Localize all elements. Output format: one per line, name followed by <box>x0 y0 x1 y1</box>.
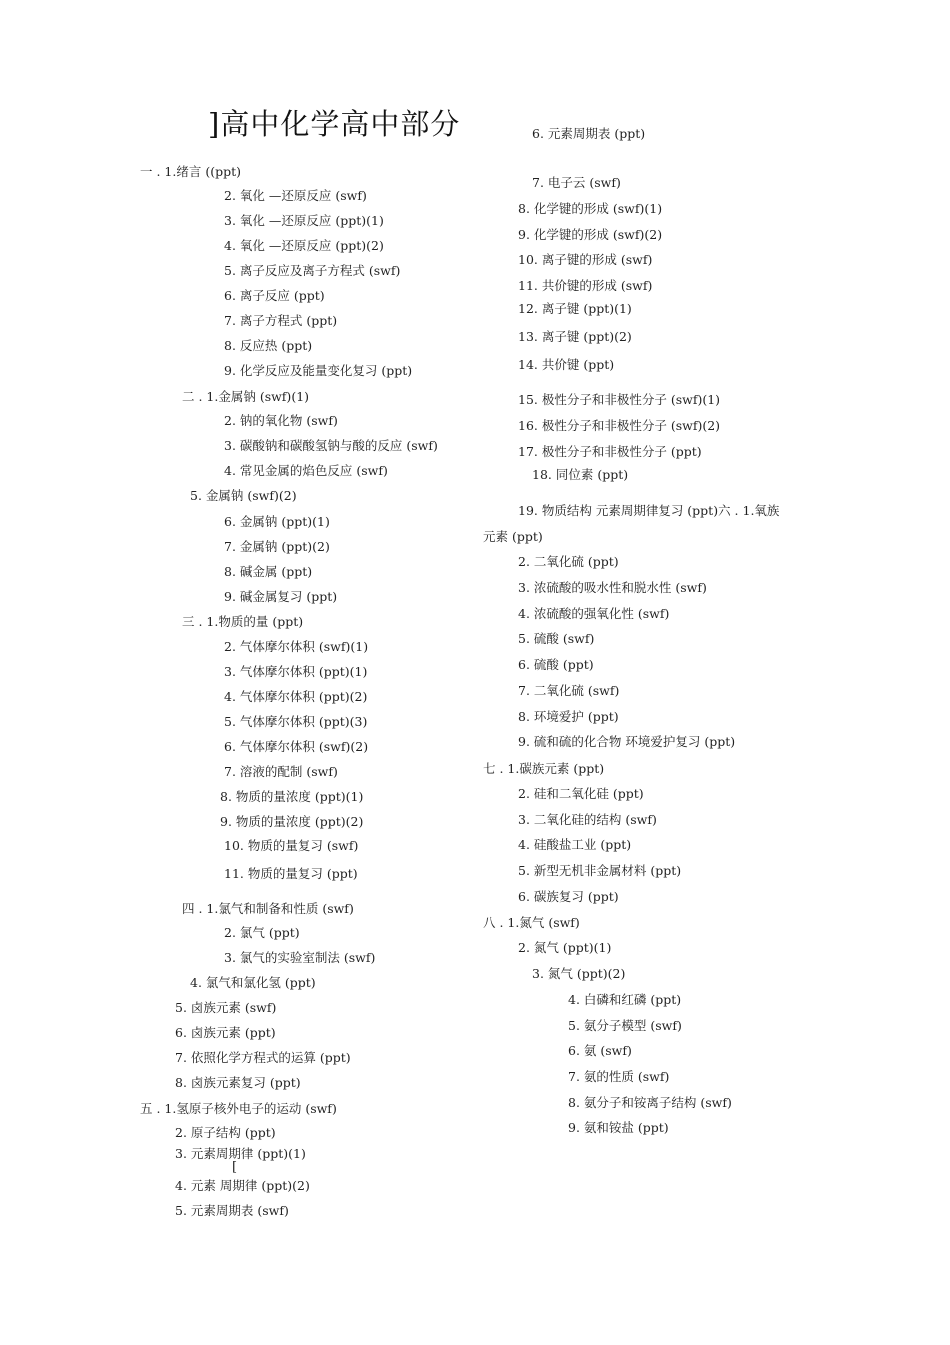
toc-entry: 5. 气体摩尔体积 (ppt)(3) <box>224 714 368 729</box>
toc-entry: 7. 二氧化硫 (swf) <box>518 683 620 698</box>
toc-entry: 四 . 1.氯气和制备和性质 (swf) <box>182 901 354 916</box>
toc-entry: 2. 氯气 (ppt) <box>224 925 300 940</box>
toc-entry: 12. 离子键 (ppt)(1) <box>518 301 632 316</box>
toc-entry: 9. 物质的量浓度 (ppt)(2) <box>220 814 364 829</box>
toc-entry: 7. 氨的性质 (swf) <box>568 1069 670 1084</box>
toc-entry: 8. 碱金属 (ppt) <box>224 564 313 579</box>
toc-entry: 2. 氮气 (ppt)(1) <box>518 940 612 955</box>
toc-entry: 4. 元素 周期律 (ppt)(2) <box>175 1178 310 1193</box>
toc-entry: 6. 离子反应 (ppt) <box>224 288 325 303</box>
toc-entry: 6. 碳族复习 (ppt) <box>518 889 619 904</box>
toc-entry: 18. 同位素 (ppt) <box>532 467 629 482</box>
toc-entry: 8. 卤族元素复习 (ppt) <box>175 1075 301 1090</box>
toc-entry: 7. 依照化学方程式的运算 (ppt) <box>175 1050 351 1065</box>
toc-entry: 9. 硫和硫的化合物 环境爱护复习 (ppt) <box>518 734 736 749</box>
toc-entry: 4. 白磷和红磷 (ppt) <box>568 992 682 1007</box>
toc-entry: 10. 离子键的形成 (swf) <box>518 252 653 267</box>
toc-entry: 3. 碳酸钠和碳酸氢钠与酸的反应 (swf) <box>224 438 438 453</box>
toc-entry: 8. 环境爱护 (ppt) <box>518 709 619 724</box>
toc-entry: 8. 化学键的形成 (swf)(1) <box>518 201 663 216</box>
toc-entry: 2. 气体摩尔体积 (swf)(1) <box>224 639 369 654</box>
toc-entry: 3. 元素周期律 (ppt)(1) <box>175 1146 306 1161</box>
toc-entry: 3. 浓硫酸的吸水性和脱水性 (swf) <box>518 580 707 595</box>
toc-entry: 8. 反应热 (ppt) <box>224 338 313 353</box>
toc-entry: 7. 金属钠 (ppt)(2) <box>224 539 330 554</box>
toc-entry: 8. 氨分子和铵离子结构 (swf) <box>568 1095 732 1110</box>
toc-entry: 10. 物质的量复习 (swf) <box>224 838 359 853</box>
toc-entry: 5. 元素周期表 (swf) <box>175 1203 289 1218</box>
toc-entry: 5. 氨分子模型 (swf) <box>568 1018 682 1033</box>
toc-entry: 八 . 1.氮气 (swf) <box>483 915 580 930</box>
toc-entry: 4. 氯气和氯化氢 (ppt) <box>190 975 316 990</box>
toc-entry: 4. 氧化 —还原反应 (ppt)(2) <box>224 238 384 253</box>
toc-entry: 16. 极性分子和非极性分子 (swf)(2) <box>518 418 721 433</box>
toc-entry: 3. 二氧化硅的结构 (swf) <box>518 812 657 827</box>
toc-entry: 2. 氧化 —还原反应 (swf) <box>224 188 367 203</box>
toc-entry: 9. 化学反应及能量变化复习 (ppt) <box>224 363 413 378</box>
toc-entry: 9. 氨和铵盐 (ppt) <box>568 1120 669 1135</box>
toc-entry: 8. 物质的量浓度 (ppt)(1) <box>220 789 364 804</box>
toc-entry: 元素 (ppt) <box>483 529 543 544</box>
toc-entry: 5. 新型无机非金属材料 (ppt) <box>518 863 682 878</box>
toc-entry: 5. 离子反应及离子方程式 (swf) <box>224 263 401 278</box>
toc-entry: 11. 物质的量复习 (ppt) <box>224 866 358 881</box>
toc-entry: 2. 硅和二氧化硅 (ppt) <box>518 786 644 801</box>
toc-entry: 3. 氧化 —还原反应 (ppt)(1) <box>224 213 384 228</box>
toc-entry: 4. 气体摩尔体积 (ppt)(2) <box>224 689 368 704</box>
toc-entry: 七 . 1.碳族元素 (ppt) <box>483 761 605 776</box>
toc-entry: 7. 溶液的配制 (swf) <box>224 764 338 779</box>
toc-entry: 6. 气体摩尔体积 (swf)(2) <box>224 739 369 754</box>
toc-entry: 7. 电子云 (swf) <box>532 175 621 190</box>
toc-entry: 4. 浓硫酸的强氧化性 (swf) <box>518 606 670 621</box>
toc-entry: 17. 极性分子和非极性分子 (ppt) <box>518 444 702 459</box>
toc-entry: 5. 硫酸 (swf) <box>518 631 595 646</box>
toc-entry: 二 . 1.金属钠 (swf)(1) <box>182 389 310 404</box>
document-title: ]高中化学高中部分 <box>208 107 461 141</box>
toc-entry: 2. 钠的氧化物 (swf) <box>224 413 338 428</box>
toc-entry: 6. 卤族元素 (ppt) <box>175 1025 276 1040</box>
toc-entry: 五 . 1.氢原子核外电子的运动 (swf) <box>140 1101 337 1116</box>
toc-entry: 9. 碱金属复习 (ppt) <box>224 589 338 604</box>
toc-entry: 5. 卤族元素 (swf) <box>175 1000 277 1015</box>
stray-bracket-mark: [ <box>232 1160 238 1175</box>
toc-entry: 6. 金属钠 (ppt)(1) <box>224 514 330 529</box>
toc-entry: 2. 二氧化硫 (ppt) <box>518 554 619 569</box>
toc-entry: 6. 氨 (swf) <box>568 1043 632 1058</box>
toc-entry: 5. 金属钠 (swf)(2) <box>190 488 297 503</box>
toc-entry: 4. 硅酸盐工业 (ppt) <box>518 837 632 852</box>
toc-entry: 一 . 1.绪言 ((ppt) <box>140 164 241 179</box>
toc-entry: 14. 共价键 (ppt) <box>518 357 615 372</box>
toc-entry: 6. 元素周期表 (ppt) <box>532 126 646 141</box>
toc-entry: 三 . 1.物质的量 (ppt) <box>182 614 304 629</box>
toc-entry: 7. 离子方程式 (ppt) <box>224 313 338 328</box>
toc-entry: 4. 常见金属的焰色反应 (swf) <box>224 463 388 478</box>
toc-entry: 6. 硫酸 (ppt) <box>518 657 594 672</box>
toc-entry: 11. 共价键的形成 (swf) <box>518 278 653 293</box>
toc-entry: 3. 氮气 (ppt)(2) <box>532 966 626 981</box>
toc-entry: 2. 原子结构 (ppt) <box>175 1125 276 1140</box>
toc-entry: 15. 极性分子和非极性分子 (swf)(1) <box>518 392 721 407</box>
toc-entry: 13. 离子键 (ppt)(2) <box>518 329 632 344</box>
toc-entry: 9. 化学键的形成 (swf)(2) <box>518 227 663 242</box>
toc-entry: 3. 气体摩尔体积 (ppt)(1) <box>224 664 368 679</box>
toc-entry: 3. 氯气的实验室制法 (swf) <box>224 950 376 965</box>
toc-entry: 19. 物质结构 元素周期律复习 (ppt)六 . 1.氧族 <box>518 503 780 518</box>
